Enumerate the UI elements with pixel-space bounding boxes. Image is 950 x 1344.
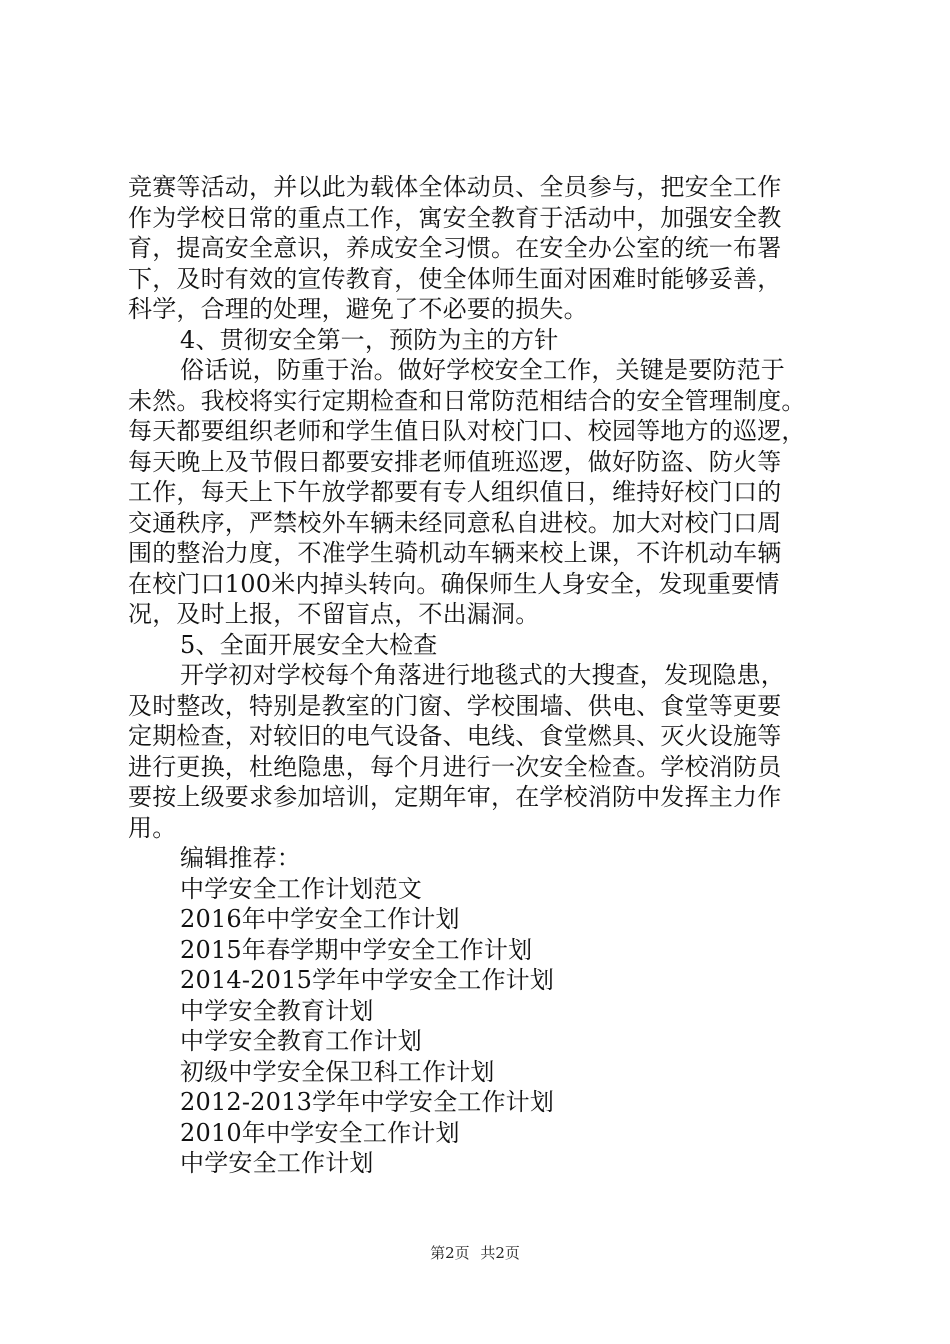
page-number-total: 共2页: [480, 1244, 520, 1262]
body-line: 科学，合理的处理，避免了不必要的损失。: [128, 295, 588, 323]
recommend-link[interactable]: 初级中学安全保卫科工作计划: [180, 1057, 495, 1086]
body-line: 每天都要组织老师和学生值日队对校门口、校园等地方的巡逻，: [128, 417, 806, 445]
recommend-link[interactable]: 中学安全教育计划: [180, 996, 374, 1025]
body-line: 开学初对学校每个角落进行地毯式的大搜查，发现隐患，: [180, 661, 785, 689]
body-line: 作为学校日常的重点工作，寓安全教育于活动中，加强安全教: [128, 203, 782, 232]
recommend-label: 编辑推荐：: [180, 844, 301, 872]
recommend-link[interactable]: 中学安全教育工作计划: [180, 1027, 422, 1055]
section-heading-4: 4、贯彻安全第一，预防为主的方针: [180, 325, 559, 354]
body-line: 俗话说，防重于治。做好学校安全工作，关键是要防范于: [180, 356, 785, 384]
body-line: 用。: [128, 813, 177, 842]
body-line: 进行更换，杜绝隐患，每个月进行一次安全检查。学校消防员: [128, 752, 782, 781]
body-line: 工作，每天上下午放学都要有专人组织值日，维持好校门口的: [128, 478, 782, 506]
recommend-link[interactable]: 中学安全工作计划: [180, 1149, 374, 1177]
body-line: 要按上级要求参加培训，定期年审，在学校消防中发挥主力作: [128, 783, 782, 811]
body-line: 在校门口100米内掉头转向。确保师生人身安全，发现重要情: [128, 569, 780, 598]
recommend-link[interactable]: 2012-2013学年中学安全工作计划: [180, 1088, 555, 1116]
body-line: 竞赛等活动，并以此为载体全体动员、全员参与，把安全工作: [128, 173, 782, 201]
document-body: [128, 172, 828, 1179]
body-line: 及时整改，特别是教室的门窗、学校围墙、供电、食堂等更要: [128, 691, 782, 720]
body-line: 未然。我校将实行定期检查和日常防范相结合的安全管理制度。: [128, 386, 806, 415]
recommend-link[interactable]: 2016年中学安全工作计划: [180, 905, 460, 933]
recommend-link[interactable]: 2014-2015学年中学安全工作计划: [180, 966, 555, 994]
section-heading-5: 5、全面开展安全大检查: [180, 630, 438, 659]
body-line: 下，及时有效的宣传教育，使全体师生面对困难时能够妥善，: [128, 264, 782, 293]
recommend-link[interactable]: 中学安全工作计划范文: [180, 874, 422, 903]
body-line: 况，及时上报，不留盲点，不出漏洞。: [128, 600, 540, 628]
body-line: 交通秩序，严禁校外车辆未经同意私自进校。加大对校门口周: [128, 508, 782, 537]
body-line: 育，提高安全意识，养成安全习惯。在安全办公室的统一布署: [128, 234, 782, 262]
body-line: 定期检查，对较旧的电气设备、电线、食堂燃具、灭火设施等: [128, 722, 782, 750]
recommend-link[interactable]: 2015年春学期中学安全工作计划: [180, 935, 533, 964]
body-line: 每天晚上及节假日都要安排老师值班巡逻，做好防盗、防火等: [128, 447, 782, 476]
body-line: 围的整治力度，不准学生骑机动车辆来校上课，不许机动车辆: [128, 539, 782, 567]
page-footer: [0, 1243, 950, 1263]
recommend-link[interactable]: 2010年中学安全工作计划: [180, 1118, 460, 1147]
page-number-current: 第2页: [430, 1244, 470, 1262]
